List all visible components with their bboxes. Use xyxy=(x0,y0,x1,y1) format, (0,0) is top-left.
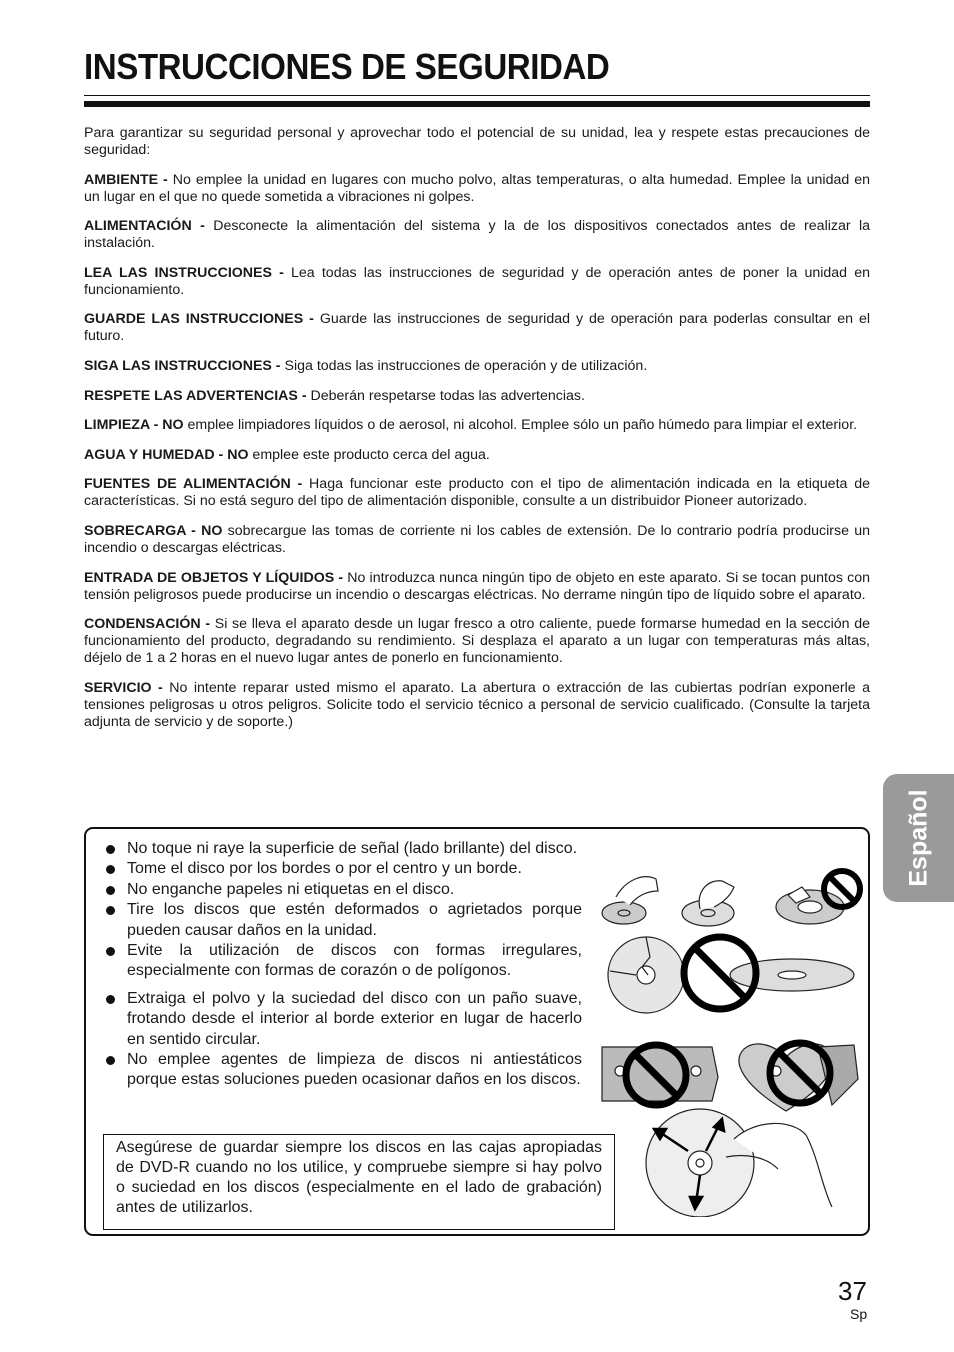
section-limpieza xyxy=(84,417,870,434)
section-label: GUARDE LAS INSTRUCCIONES - xyxy=(84,311,314,328)
polygon-disc-icon xyxy=(602,1047,718,1101)
section-text: sobrecargue las tomas de corriente ni los cables de extensión. De lo contrario podría producirse un incendio o descargas eléctricas. xyxy=(84,522,870,556)
list-item: Tome el disco por los bordes o por el centro y un borde. xyxy=(106,859,582,879)
section-text: Haga funcionar este producto con el tipo de alimentación indicada en la etiqueta de características. Si no está seguro del tipo de alimentación disponible, consulte a un distribuidor Pioneer autorizado. xyxy=(84,476,870,510)
list-item: Evite la utilización de discos con formas irregulares, especialmente con formas de corazón o de polígonos. xyxy=(106,941,582,982)
section-label: AGUA Y HUMEDAD - NO xyxy=(84,446,249,463)
disc-edge-hold-icon xyxy=(602,877,658,924)
list-item: No emplee agentes de limpieza de discos ni antiestáticos porque estas soluciones pueden ocasionar daños en los discos. xyxy=(106,1050,582,1091)
safety-content xyxy=(84,125,870,743)
intro-paragraph: Para garantizar su seguridad personal y aprovechar todo el potencial de su unidad, lea y respete estas precauciones de seguridad: xyxy=(84,125,870,158)
section-agua xyxy=(84,447,870,464)
list-item: Extraiga el polvo y la suciedad del disco con un paño suave, frotando desde el interior al borde exterior en lugar de hacerlo en sentido circular. xyxy=(106,989,582,1050)
section-label: ENTRADA DE OBJETOS Y LÍQUIDOS - xyxy=(84,569,344,586)
language-tab-label: Español xyxy=(904,789,932,887)
page-language-code: Sp xyxy=(850,1306,868,1322)
section-text: No emplee la unidad en lugares con mucho polvo, altas temperaturas, o alta humedad. Emplee la unidad en un lugar en el que no quede sometida a vibraciones ni golpes. xyxy=(84,171,870,205)
section-sobrecarga xyxy=(84,523,870,557)
section-label: CONDENSACIÓN - xyxy=(84,616,211,633)
section-servicio xyxy=(84,680,870,731)
section-label: ALIMENTACIÓN - xyxy=(84,218,205,235)
disc-handling-illustration xyxy=(596,857,866,1217)
section-label: LIMPIEZA - NO xyxy=(84,417,184,434)
section-text: Desconecte la alimentación del sistema y la de los dispositivos conectados antes de realizar la instalación. xyxy=(84,218,871,252)
section-lea xyxy=(84,265,870,299)
section-text: Guarde las instrucciones de seguridad y de operación para poderlas consultar en el futuro. xyxy=(84,311,870,345)
list-item: No enganche papeles ni etiquetas en el disco. xyxy=(106,880,582,900)
section-alimentacion xyxy=(84,218,870,252)
section-text: emplee limpiadores líquidos o de aerosol, ni alcohol. Emplee sólo un paño húmedo para limpiar el exterior. xyxy=(183,417,858,434)
cracked-disc-icon xyxy=(608,937,684,1013)
section-condensacion xyxy=(84,616,870,667)
wiping-disc-icon xyxy=(646,1109,832,1217)
section-text: Siga todas las instrucciones de operación y de utilización. xyxy=(280,357,648,374)
section-label: SERVICIO - xyxy=(84,679,163,696)
section-fuentes xyxy=(84,476,870,510)
storage-note xyxy=(103,1134,615,1230)
section-text: No introduzca nunca ningún tipo de objeto en este aparato. Si se tocan puntos con tensión peligrosos puede producirse un incendio o descargas eléctricas. No derrame ningún tipo de líquido sobre el aparato. xyxy=(84,569,870,603)
disc-handling-box xyxy=(84,827,870,1236)
section-text: emplee este producto cerca del agua. xyxy=(248,446,490,463)
page-number: 37 xyxy=(838,1276,867,1306)
section-text: Lea todas las instrucciones de seguridad y de operación antes de poner la unidad en funcionamiento. xyxy=(84,264,870,298)
section-label: RESPETE LAS ADVERTENCIAS - xyxy=(84,387,307,404)
section-label: AMBIENTE - xyxy=(84,171,168,188)
list-item: No toque ni raye la superficie de señal (lado brillante) del disco. xyxy=(106,839,582,859)
section-text: Si se lleva el aparato desde un lugar fresco a otro caliente, puede formarse humedad en la sección de funcionamiento del producto, degradando su rendimiento. Si desplaza el aparato a un lugar con temperaturas más altas, déjelo de 1 a 2 horas en el nuevo lugar antes de ponerlo en funcionamiento. xyxy=(84,616,870,667)
section-label: FUENTES DE ALIMENTACIÓN - xyxy=(84,476,303,493)
section-text: Deberán respetarse todas las advertencias. xyxy=(306,387,585,404)
section-respete xyxy=(84,388,870,405)
disc-bullet-list xyxy=(106,839,582,1091)
title-rule-thick xyxy=(84,101,870,107)
section-guarde xyxy=(84,311,870,345)
disc-center-hold-icon xyxy=(682,881,734,926)
section-ambiente xyxy=(84,172,870,206)
section-label: SIGA LAS INSTRUCCIONES - xyxy=(84,357,281,374)
title-rule-thin xyxy=(84,95,870,96)
section-label: SOBRECARGA - NO xyxy=(84,522,223,539)
section-label: LEA LAS INSTRUCCIONES - xyxy=(84,264,284,281)
list-item: Tire los discos que estén deformados o agrietados porque pueden causar daños en la unidad. xyxy=(106,900,582,941)
section-entrada xyxy=(84,570,870,604)
page-title: INSTRUCCIONES DE SEGURIDAD xyxy=(84,46,610,87)
warped-disc-icon xyxy=(730,959,854,991)
storage-note-text: Asegúrese de guardar siempre los discos en las cajas apropiadas de DVD-R cuando no los utilice, y compruebe siempre si hay polvo o suciedad en los discos (especialmente en el lado de grabación) antes de utilizarlos. xyxy=(116,1139,602,1216)
section-siga xyxy=(84,358,870,375)
language-tab xyxy=(883,774,954,902)
section-text: No intente reparar usted mismo el aparato. La abertura o extracción de las cubiertas podrían exponerle a tensiones peligrosas u otros peligros. Solicite todo el servicio técnico a personal de servicio cualificado. (Consulte la tarjeta adjunta de servicio y de soporte.) xyxy=(84,679,870,730)
